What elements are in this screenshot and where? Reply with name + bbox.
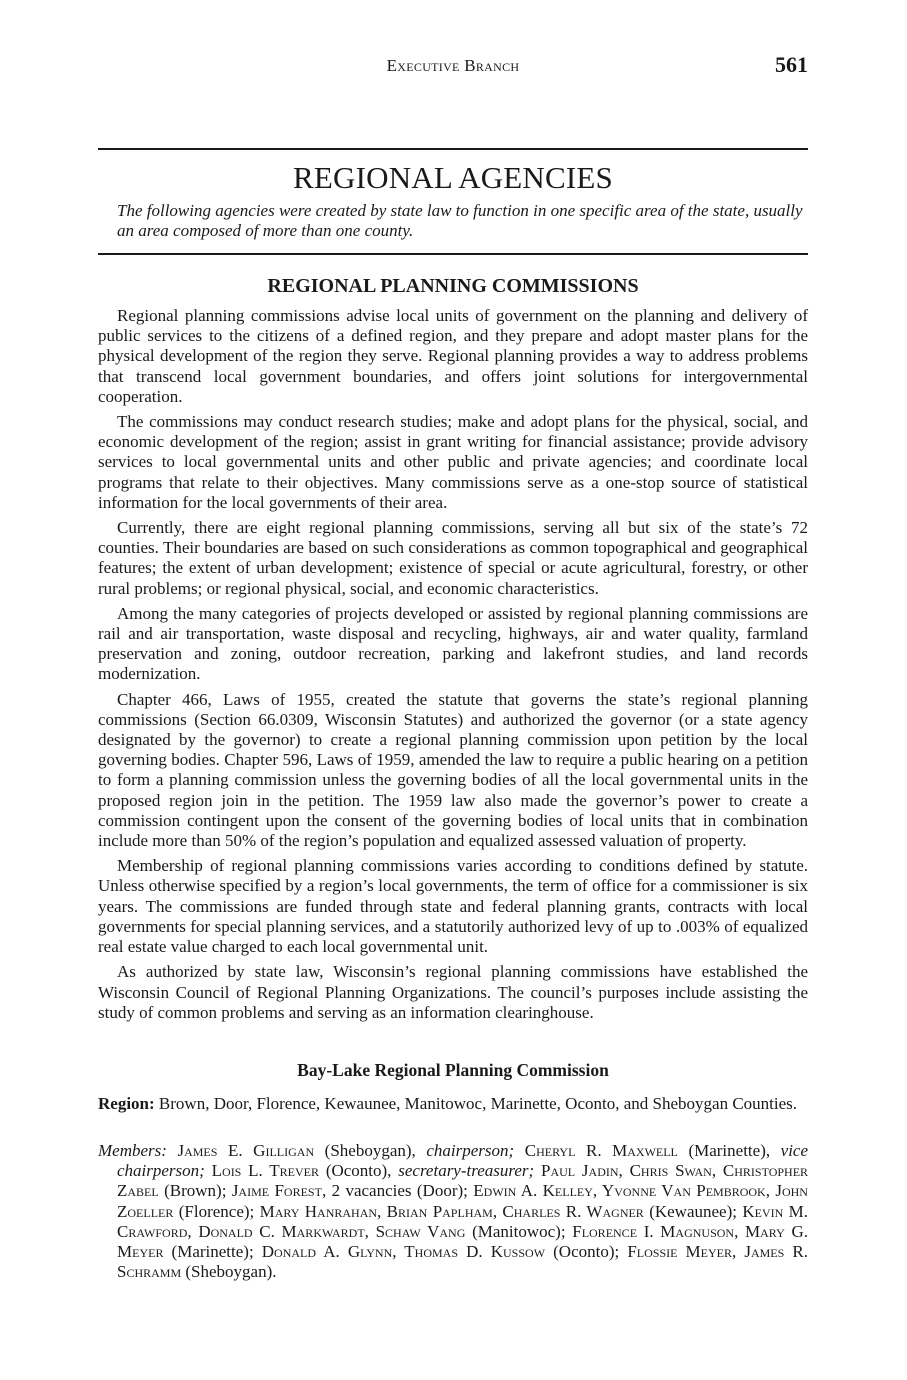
member-role: vice chairperson; [117,1141,809,1181]
region-label: Region: [98,1094,155,1113]
member-text: (Kewaunee); [643,1201,743,1221]
top-rule [98,148,808,150]
member-text: (Sheboygan), [314,1141,427,1160]
member-text: (Oconto); [545,1242,628,1262]
member-name: Edwin A. Kelley, Yvonne Van Pembrook, John Zoeller [117,1181,808,1221]
member-text [514,1141,525,1160]
paragraph: The commissions may conduct research studies; make and adopt plans for the physical, social, and economic development of the region; assist in grant writing for financial assistance; provide advisory services to local governmental units and other public and private agencies; and coordinate local programs that relate to their objectives. Many commissions serve as a one-stop source of statistical information for the local governments of their area. [98,412,808,512]
region-entry [98,1094,808,1114]
section-title: REGIONAL AGENCIES [293,160,613,195]
paragraph: Regional planning commissions advise local units of government on the planning and delivery of public services to the citizens of a defined region, and they prepare and adopt master plans for the physical development of the region they serve. Regional planning provides a way to address problems that transcend local government boundaries, and offers joint solutions for intergovernmental cooperation. [98,306,808,406]
paragraph: Membership of regional planning commissions varies according to conditions defined by statute. Unless otherwise specified by a region’s local governments, the term of office for a commissioner is six years. The commissions are funded through state and federal planning grants, contracts with local governments for special planning services, and a statutorily authorized levy of up to .003% of equalized real estate value charged to each local governmental unit. [98,856,808,957]
member-text: (Marinette), [677,1141,781,1160]
body-text [98,306,808,1028]
paragraph: Currently, there are eight regional planning commissions, serving all but six of the state’s 72 counties. Their boundaries are based on such considerations as common topographical and geographical features; the extent of urban development; existence of special or acute agricultural, forestry, or other rural problems; or regional physical, social, and economic characteristics. [98,518,808,598]
member-role: chairperson; [426,1141,515,1160]
paragraph: As authorized by state law, Wisconsin’s regional planning commissions have established the Wisconsin Council of Regional Planning Organizations. The council’s purposes include assisting the study of common problems and serving as an information clearinghouse. [98,962,808,1022]
member-name: Cheryl R. Maxwell [524,1141,678,1160]
member-name: Florence I. Magnuson, Mary G. Meyer [117,1221,808,1262]
running-head [98,52,808,82]
member-text: , 2 vacancies (Door); [321,1181,474,1201]
member-text [205,1161,212,1180]
agency-title: Bay-Lake Regional Planning Commission [297,1060,609,1080]
member-text: (Marinette); [163,1242,262,1262]
member-role: secretary-treasurer; [398,1161,535,1181]
member-text: (Oconto), [319,1161,399,1181]
member-text: (Sheboygan). [181,1262,277,1282]
member-name: Mary Hanrahan, Brian Paplham, Charles R. Wagner [259,1201,644,1221]
member-text: (Brown); [158,1181,232,1201]
member-name: Jaime Forest [231,1181,322,1201]
member-text: (Manitowoc); [465,1221,573,1241]
paragraph: Chapter 466, Laws of 1955, created the statute that governs the state’s regional planning commissions (Section 66.0309, Wisconsin Statutes) and authorized the governor (or a state agency designated by the governor) to create a regional planning commission upon petition by the local governing bodies. Chapter 596, Laws of 1959, amended the law to require a public hearing on a petition to form a planning commission unless the governing bodies of all the local governmental units in the proposed region join in the petition. The 1959 law also made the governor’s power to create a commission contingent upon the consent of the governing bodies of local units that in combination include more than 50% of the region’s population and equalized assessed valuation of property. [98,689,808,851]
members-entry [98,1141,808,1282]
member-name: Flossie Meyer, James R. Schramm [117,1242,808,1282]
member-text [534,1161,541,1180]
bottom-rule [98,253,808,255]
member-text: (Florence); [173,1201,260,1221]
member-name: James E. Gilligan [177,1141,315,1160]
page-number: 561 [775,52,808,77]
member-name: Paul Jadin, Chris Swan, Christopher Zabel [117,1161,809,1201]
section-intro: The following agencies were created by state law to function in one specific area of the state, usually an area composed of more than one county. [117,201,803,240]
member-name: Kevin M. Crawford, Donald C. Markwardt, Schaw Vang [117,1201,808,1241]
member-name: Donald A. Glynn, Thomas D. Kussow [261,1242,546,1262]
subsection-title: REGIONAL PLANNING COMMISSIONS [267,275,639,297]
region-text: Brown, Door, Florence, Kewaunee, Manitowoc, Marinette, Oconto, and Sheboygan Counties. [158,1094,798,1113]
running-title: Executive Branch [386,56,520,75]
paragraph: Among the many categories of projects developed or assisted by regional planning commissions are rail and air transportation, waste disposal and recycling, highways, air and water quality, farmland preservation and zoning, outdoor recreation, parking and lakefront studies, and land records modernization. [98,603,808,684]
members-label: Members: [98,1141,167,1160]
member-name: Lois L. Trever [211,1161,320,1181]
